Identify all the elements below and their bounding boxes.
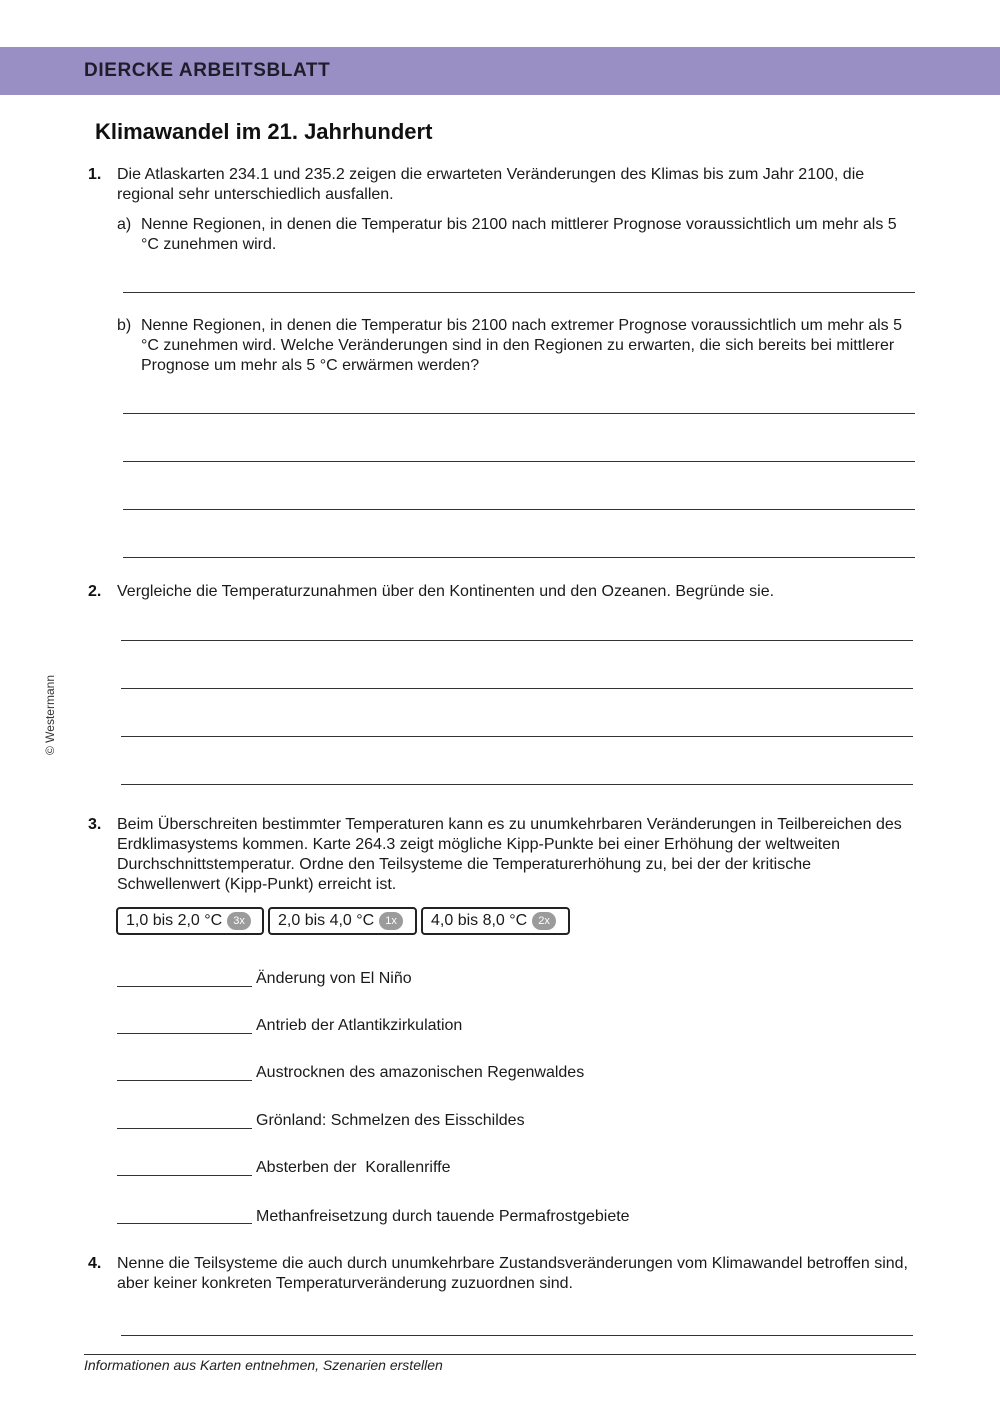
match-blank[interactable]	[117, 986, 252, 987]
temperature-option-chip[interactable]	[268, 907, 417, 935]
copyright-note: © Westermann	[43, 675, 57, 755]
option-count-badge: 3x	[227, 912, 251, 930]
task-1b-text: Nenne Regionen, in denen die Temperatur bis 2100 nach extremer Prognose voraussichtlich um mehr als 5 °C zunehmen wird. Welche Veränderungen sind in den Regionen zu erwarten, die sich bereits bei mittlerer Prognose um mehr als 5 °C erwärmen werden?	[141, 317, 903, 374]
answer-line[interactable]	[121, 640, 913, 641]
answer-line[interactable]	[123, 509, 915, 510]
answer-line[interactable]	[123, 461, 915, 462]
match-blank[interactable]	[117, 1128, 252, 1129]
footer-rule	[84, 1354, 916, 1355]
option-label: 4,0 bis 8,0 °C	[431, 912, 528, 929]
match-item: Methanfreisetzung durch tauende Permafrostgebiete	[256, 1208, 630, 1225]
answer-line[interactable]	[121, 688, 913, 689]
option-label: 1,0 bis 2,0 °C	[126, 912, 223, 929]
task-4-text: Nenne die Teilsysteme die auch durch unumkehrbare Zustandsveränderungen vom Klimawandel betroffen sind, aber keiner konkreten Temperaturveränderung zuzuordnen sind.	[117, 1255, 908, 1292]
option-count-badge: 2x	[532, 912, 556, 930]
task-1-text: Die Atlaskarten 234.1 und 235.2 zeigen die erwarteten Veränderungen des Klimas bis zum Jahr 2100, die regional sehr unterschiedlich ausfallen.	[117, 166, 865, 203]
task-1-number: 1.	[88, 166, 102, 183]
option-label: 2,0 bis 4,0 °C	[278, 912, 375, 929]
task-1b-label: b)	[117, 317, 132, 334]
task-1a-label: a)	[117, 216, 132, 233]
match-item: Antrieb der Atlantikzirkulation	[256, 1017, 463, 1034]
match-item: Änderung von El Niño	[256, 970, 412, 987]
temperature-option-chip[interactable]	[421, 907, 570, 935]
answer-line[interactable]	[121, 736, 913, 737]
answer-line[interactable]	[121, 784, 913, 785]
task-3-text: Beim Überschreiten bestimmter Temperaturen kann es zu unumkehrbaren Veränderungen in Teilbereichen des Erdklimasystems kommen. Karte 264.3 zeigt mögliche Kipp-Punkte bei einer Erhöhung der weltweiten Durchschnittstemperatur. Ordne den Teilsysteme die Temperaturerhöhung zu, bei der der kritische Schwellenwert (Kipp-Punkt) erreicht ist.	[117, 816, 902, 893]
match-item: Absterben der Korallenriffe	[256, 1159, 451, 1176]
match-blank[interactable]	[117, 1175, 252, 1176]
answer-line[interactable]	[123, 292, 915, 293]
match-blank[interactable]	[117, 1080, 252, 1081]
footer-text: Informationen aus Karten entnehmen, Szenarien erstellen	[84, 1357, 443, 1373]
worksheet-header-title: DIERCKE ARBEITSBLATT	[84, 60, 331, 81]
answer-line[interactable]	[123, 413, 915, 414]
task-1a-text: Nenne Regionen, in denen die Temperatur bis 2100 nach mittlerer Prognose voraussichtlich um mehr als 5 °C zunehmen wird.	[141, 216, 897, 253]
task-2-number: 2.	[88, 583, 102, 600]
task-3-number: 3.	[88, 816, 102, 833]
option-count-badge: 1x	[379, 912, 403, 930]
match-item: Grönland: Schmelzen des Eisschildes	[256, 1112, 525, 1129]
match-blank[interactable]	[117, 1223, 252, 1224]
answer-line[interactable]	[123, 557, 915, 558]
task-4-number: 4.	[88, 1255, 102, 1272]
answer-line[interactable]	[121, 1335, 913, 1336]
temperature-option-chip[interactable]	[116, 907, 264, 935]
match-item: Austrocknen des amazonischen Regenwaldes	[256, 1064, 585, 1081]
page-title: Klimawandel im 21. Jahrhundert	[95, 119, 433, 144]
task-2-text: Vergleiche die Temperaturzunahmen über den Kontinenten und den Ozeanen. Begründe sie.	[117, 583, 775, 600]
match-blank[interactable]	[117, 1033, 252, 1034]
